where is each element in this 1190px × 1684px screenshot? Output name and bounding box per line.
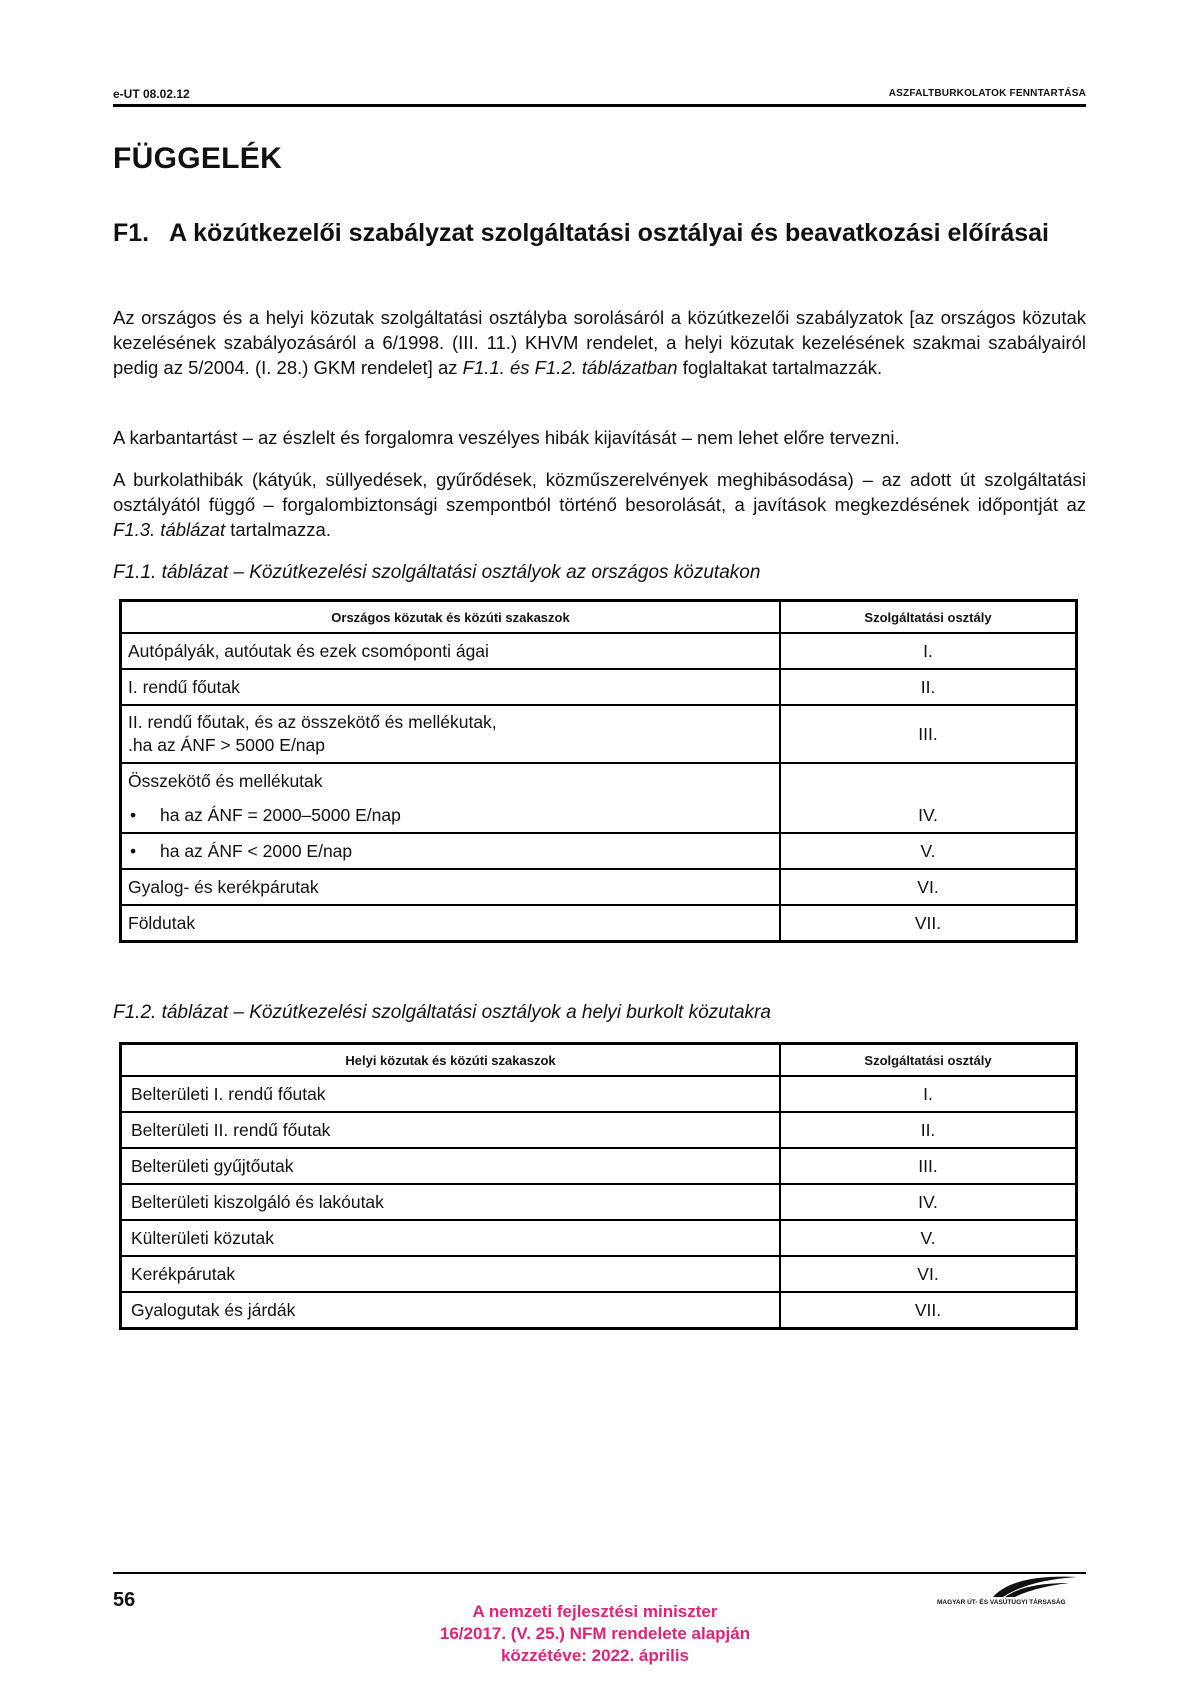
section-heading bbox=[113, 217, 1073, 249]
class-cell: III. bbox=[780, 705, 1077, 763]
table-row bbox=[121, 1256, 1077, 1292]
table-row bbox=[121, 905, 1077, 942]
road-cell: Belterületi I. rendű főutak bbox=[121, 1076, 781, 1112]
running-section-title: ASZFALTBURKOLATOK FENNTARTÁSA bbox=[888, 88, 1086, 99]
table-row bbox=[121, 633, 1077, 669]
road-cell: Kerékpárutak bbox=[121, 1256, 781, 1292]
class-cell: V. bbox=[780, 833, 1077, 869]
road-line: .ha az ÁNF > 5000 E/nap bbox=[128, 735, 326, 755]
road-cell: I. rendű főutak bbox=[121, 669, 781, 705]
column-header-roads: Országos közutak és közúti szakaszok bbox=[121, 601, 781, 634]
class-cell: V. bbox=[780, 1220, 1077, 1256]
road-cell: Külterületi közutak bbox=[121, 1220, 781, 1256]
road-cell bbox=[121, 705, 781, 763]
paragraph-maintenance bbox=[113, 425, 1086, 450]
local-roads-table bbox=[119, 1042, 1078, 1330]
paragraph-table-reference: F1.3. táblázat bbox=[113, 519, 226, 540]
paragraph-text-end: foglaltakat tartalmazzák. bbox=[677, 357, 883, 378]
class-cell: III. bbox=[780, 1148, 1077, 1184]
publisher-logo-text: MAGYAR ÚT- ÉS VASÚTÜGYI TÁRSASÁG bbox=[937, 1599, 1066, 1606]
paragraph-text: A burkolathibák (kátyúk, süllyedések, gyűrődések, közműszerelvények meghibásodása) – az adott út szolgáltatási osztályától függő – forgalombiztonsági szempontból történő besorolását, a javítások megkezdésének időpontját az bbox=[113, 469, 1086, 515]
table-row bbox=[121, 1148, 1077, 1184]
table-row bbox=[121, 1220, 1077, 1256]
table-row bbox=[121, 869, 1077, 905]
bullet: • bbox=[130, 804, 137, 825]
column-header-class: Szolgáltatási osztály bbox=[780, 1044, 1077, 1077]
road-cell: Belterületi gyűjtőutak bbox=[121, 1148, 781, 1184]
road-cell: Gyalog- és kerékpárutak bbox=[121, 869, 781, 905]
table-row bbox=[121, 669, 1077, 705]
class-cell: IV. bbox=[780, 1184, 1077, 1220]
publication-note-line: 16/2017. (V. 25.) NFM rendelete alapján bbox=[439, 1624, 751, 1643]
table-header-row bbox=[121, 601, 1077, 634]
road-cell: Autópályák, autóutak és ezek csomóponti ágai bbox=[121, 633, 781, 669]
table1-caption: F1.1. táblázat – Közútkezelési szolgáltatási osztályok az országos közutakon bbox=[113, 562, 761, 583]
table-row bbox=[121, 798, 1077, 833]
road-text: ha az ÁNF = 2000–5000 E/nap bbox=[160, 804, 401, 825]
publication-note bbox=[395, 1601, 795, 1667]
paragraph-text: A karbantartást – az észlelt és forgalomra veszélyes hibák kijavítását – nem lehet előre tervezni. bbox=[113, 427, 900, 448]
road-swoosh-icon bbox=[937, 1571, 1087, 1599]
road-cell: Belterületi II. rendű főutak bbox=[121, 1112, 781, 1148]
class-cell: VII. bbox=[780, 905, 1077, 942]
publication-note-line: A nemzeti fejlesztési miniszter bbox=[472, 1602, 718, 1621]
road-cell: Földutak bbox=[121, 905, 781, 942]
road-cell: Gyalogutak és járdák bbox=[121, 1292, 781, 1329]
class-cell: VI. bbox=[780, 869, 1077, 905]
section-number: F1. bbox=[113, 219, 150, 247]
section-title: A közútkezelői szabályzat szolgáltatási osztályai és beavatkozási előírásai bbox=[169, 219, 1050, 247]
road-cell-group-heading: Összekötő és mellékutak bbox=[121, 763, 781, 798]
table2-caption: F1.2. táblázat – Közútkezelési szolgáltatási osztályok a helyi burkolt közutakra bbox=[113, 1002, 771, 1023]
document-code: e-UT 08.02.12 bbox=[113, 87, 190, 101]
class-cell: II. bbox=[780, 669, 1077, 705]
table-row bbox=[121, 1292, 1077, 1329]
column-header-class: Szolgáltatási osztály bbox=[780, 601, 1077, 634]
table-row bbox=[121, 1112, 1077, 1148]
column-header-roads: Helyi közutak és közúti szakaszok bbox=[121, 1044, 781, 1077]
national-roads-table bbox=[119, 599, 1078, 943]
table-row bbox=[121, 1184, 1077, 1220]
road-line: II. rendű főutak, és az összekötő és mellékutak, bbox=[128, 712, 497, 732]
class-cell: I. bbox=[780, 1076, 1077, 1112]
page-header bbox=[113, 85, 1086, 107]
bullet: • bbox=[130, 840, 137, 861]
table-row bbox=[121, 833, 1077, 869]
class-cell: I. bbox=[780, 633, 1077, 669]
paragraph-table-reference: F1.1. és F1.2. táblázatban bbox=[462, 357, 678, 378]
road-cell bbox=[121, 798, 781, 833]
class-cell: VII. bbox=[780, 1292, 1077, 1329]
class-cell-empty bbox=[780, 763, 1077, 798]
road-text: ha az ÁNF < 2000 E/nap bbox=[160, 840, 353, 861]
publisher-logo bbox=[937, 1571, 1087, 1611]
appendix-title: FÜGGELÉK bbox=[113, 142, 283, 175]
road-cell: Belterületi kiszolgáló és lakóutak bbox=[121, 1184, 781, 1220]
class-cell: VI. bbox=[780, 1256, 1077, 1292]
publication-note-line: közzétéve: 2022. április bbox=[500, 1646, 690, 1665]
table-row bbox=[121, 705, 1077, 763]
class-cell: II. bbox=[780, 1112, 1077, 1148]
table-row bbox=[121, 763, 1077, 798]
road-cell bbox=[121, 833, 781, 869]
page-number: 56 bbox=[113, 1589, 136, 1611]
table-header-row bbox=[121, 1044, 1077, 1077]
table-row bbox=[121, 1076, 1077, 1112]
paragraph-defects bbox=[113, 467, 1086, 542]
paragraph-text-end: tartalmazza. bbox=[225, 519, 331, 540]
paragraph-intro bbox=[113, 305, 1086, 380]
paragraph-text: Az országos és a helyi közutak szolgáltatási osztályba sorolásáról a közútkezelői szabályzatok [az országos közutak kezelésének szabályozásáról a 6/1998. (III. 11.) KHVM rendelet, a helyi közutak kezelésének szakmai szabályairól pedig az 5/2004. (I. 28.) GKM rendelet] az bbox=[113, 307, 1086, 378]
class-cell: IV. bbox=[780, 798, 1077, 833]
